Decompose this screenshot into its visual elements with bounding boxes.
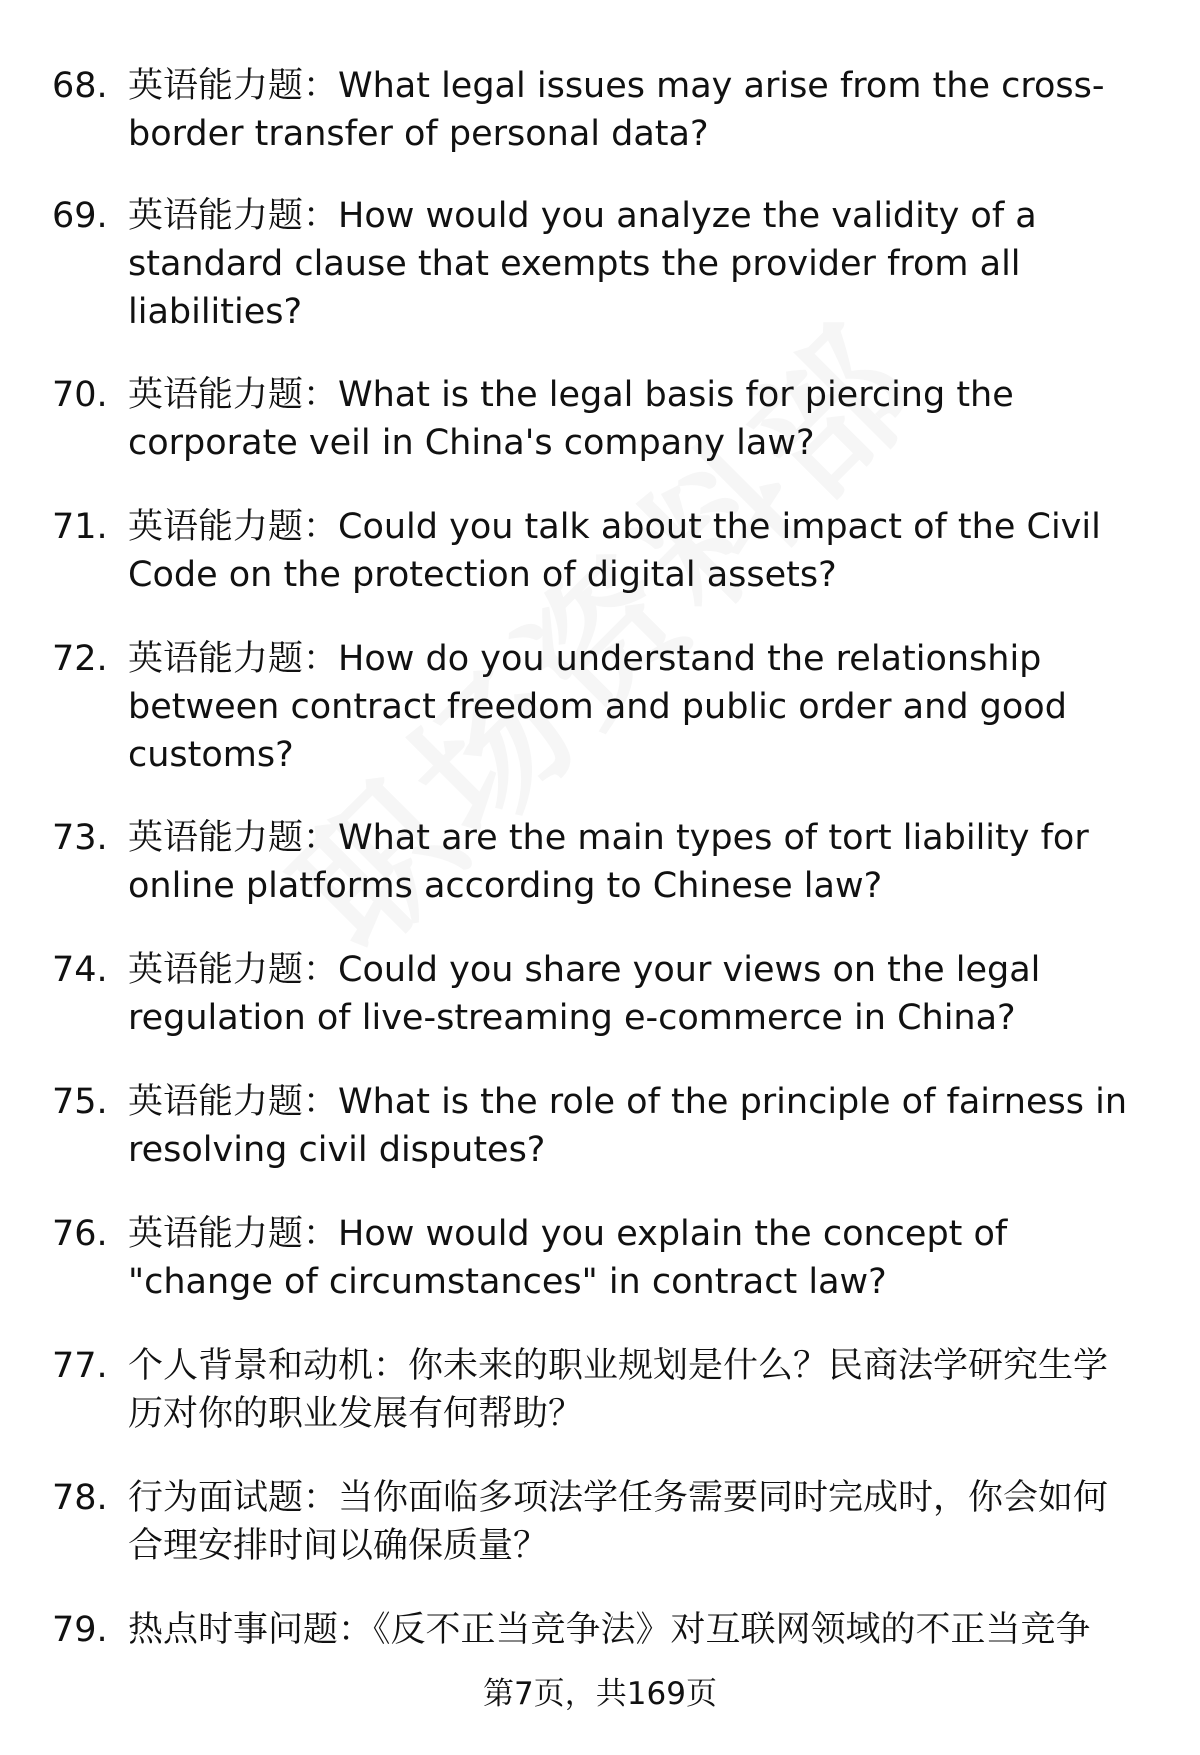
question-text	[128, 635, 1148, 779]
question-text	[128, 1078, 1148, 1174]
question-line: 英语能力题：What is the legal basis for piercing the	[128, 375, 1014, 415]
question-text	[128, 192, 1148, 336]
question-line: 热点时事问题：《反不正当竞争法》对互联网领域的不正当竞争	[128, 1610, 1091, 1650]
question-line: 英语能力题：What are the main types of tort liability for	[128, 818, 1089, 858]
question-text	[128, 503, 1148, 599]
question-line: corporate veil in China's company law?	[128, 423, 815, 463]
question-text	[128, 814, 1148, 910]
question-text	[128, 1342, 1148, 1438]
question-line: 英语能力题：How would you explain the concept of	[128, 1214, 1008, 1254]
question-number: 76.	[52, 1214, 108, 1254]
question-line: "change of circumstances" in contract law?	[128, 1262, 887, 1302]
question-number: 73.	[52, 818, 108, 858]
question-line: 合理安排时间以确保质量？	[128, 1526, 549, 1566]
question-line: 英语能力题：How do you understand the relationship	[128, 639, 1042, 679]
question-line: 英语能力题：What is the role of the principle of fairness in	[128, 1082, 1128, 1122]
question-number: 75.	[52, 1082, 108, 1122]
question-number: 71.	[52, 507, 108, 547]
question-line: 历对你的职业发展有何帮助？	[128, 1394, 584, 1434]
question-number: 79.	[52, 1610, 108, 1650]
question-line: between contract freedom and public order and good	[128, 687, 1067, 727]
question-line: standard clause that exempts the provider from all	[128, 244, 1021, 284]
question-text	[128, 62, 1148, 158]
question-number: 77.	[52, 1346, 108, 1386]
question-line: Code on the protection of digital assets?	[128, 555, 837, 595]
question-line: customs?	[128, 735, 294, 775]
question-text	[128, 1210, 1148, 1306]
question-text	[128, 371, 1148, 467]
question-text	[128, 1474, 1148, 1570]
question-line: regulation of live-streaming e-commerce in China?	[128, 998, 1016, 1038]
question-line: 英语能力题：Could you share your views on the legal	[128, 950, 1041, 990]
question-number: 78.	[52, 1478, 108, 1518]
question-number: 72.	[52, 639, 108, 679]
question-line: 个人背景和动机：你未来的职业规划是什么？民商法学研究生学	[128, 1346, 1109, 1386]
question-line: liabilities?	[128, 292, 303, 332]
question-line: resolving civil disputes?	[128, 1130, 546, 1170]
question-number: 69.	[52, 196, 108, 236]
question-line: 行为面试题：当你面临多项法学任务需要同时完成时，你会如何	[128, 1478, 1109, 1518]
question-text	[128, 1606, 1148, 1654]
question-number: 70.	[52, 375, 108, 415]
question-number: 74.	[52, 950, 108, 990]
question-line: 英语能力题：What legal issues may arise from the cross-	[128, 66, 1105, 106]
question-line: 英语能力题：How would you analyze the validity of a	[128, 196, 1037, 236]
question-line: online platforms according to Chinese law?	[128, 866, 883, 906]
question-line: border transfer of personal data?	[128, 114, 709, 154]
question-number: 68.	[52, 66, 108, 106]
page-footer: 第7页，共169页	[483, 1676, 717, 1712]
question-text	[128, 946, 1148, 1042]
question-line: 英语能力题：Could you talk about the impact of the Civil	[128, 507, 1101, 547]
